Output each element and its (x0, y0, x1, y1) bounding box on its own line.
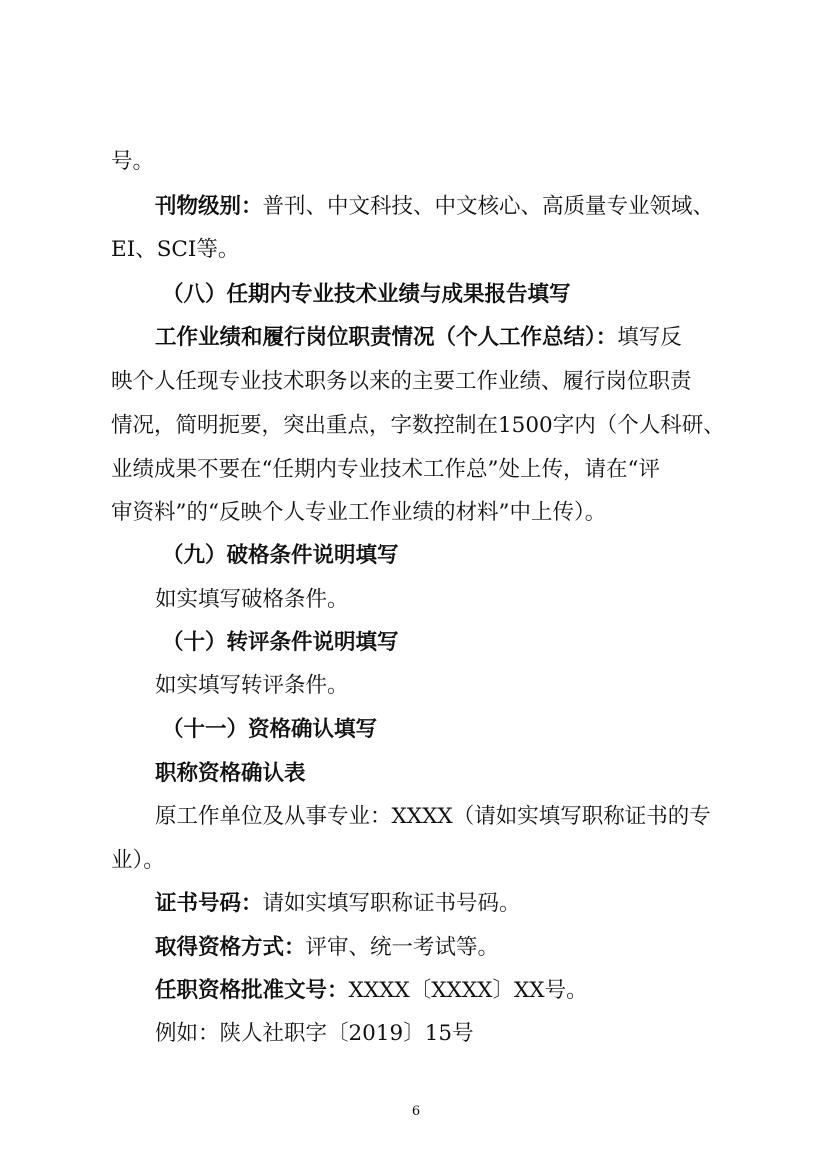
section-heading-9: （九）破格条件说明填写 (162, 543, 399, 568)
work-summary-line: 工作业绩和履行岗位职责情况（个人工作总结）：填写反 (155, 325, 682, 350)
qualification-method-line: 取得资格方式：评审、统一考试等。 (155, 935, 500, 960)
text-line: 如实填写破格条件。 (155, 587, 349, 612)
approval-number-line: 任职资格批准文号：XXXX〔XXXX〕XX号。 (155, 978, 588, 1003)
journal-level-label: 刊物级别： (155, 194, 263, 219)
section-heading-10: （十）转评条件说明填写 (162, 630, 399, 655)
journal-level-line: 刊物级别：普刊、中文科技、中文核心、高质量专业领域、 (155, 194, 715, 219)
text-line: 如实填写转评条件。 (155, 673, 349, 698)
text-line: 映个人任现专业技术职务以来的主要工作业绩、履行岗位职责 (111, 369, 692, 394)
approval-number-label: 任职资格批准文号： (155, 978, 349, 1003)
page-number: 6 (411, 1104, 421, 1119)
text-line: 原工作单位及从事专业：XXXX（请如实填写职称证书的专 (155, 804, 711, 829)
work-summary-label: 工作业绩和履行岗位职责情况（个人工作总结）： (155, 325, 618, 350)
text-line: 号。 (111, 149, 155, 174)
certificate-number-label: 证书号码： (155, 891, 263, 916)
text-line: 情况，简明扼要，突出重点，字数控制在1500字内（个人科研、 (111, 413, 725, 438)
text-line: 审资料”的“反映个人专业工作业绩的材料”中上传）。 (111, 500, 607, 525)
certificate-number-line: 证书号码：请如实填写职称证书号码。 (155, 891, 521, 916)
section-heading-11: （十一）资格确认填写 (162, 717, 378, 742)
text-line: EI、SCI等。 (111, 237, 240, 262)
text-line: 业绩成果不要在“任期内专业技术工作总”处上传，请在“评 (111, 457, 660, 482)
example-line: 例如：陕人社职字〔2019〕15号 (155, 1021, 474, 1046)
qualification-method-label: 取得资格方式： (155, 935, 306, 960)
text-line: 业）。 (111, 848, 165, 873)
section-heading-8: （八）任期内专业技术业绩与成果报告填写 (162, 282, 571, 307)
subsection-title: 职称资格确认表 (155, 761, 306, 786)
